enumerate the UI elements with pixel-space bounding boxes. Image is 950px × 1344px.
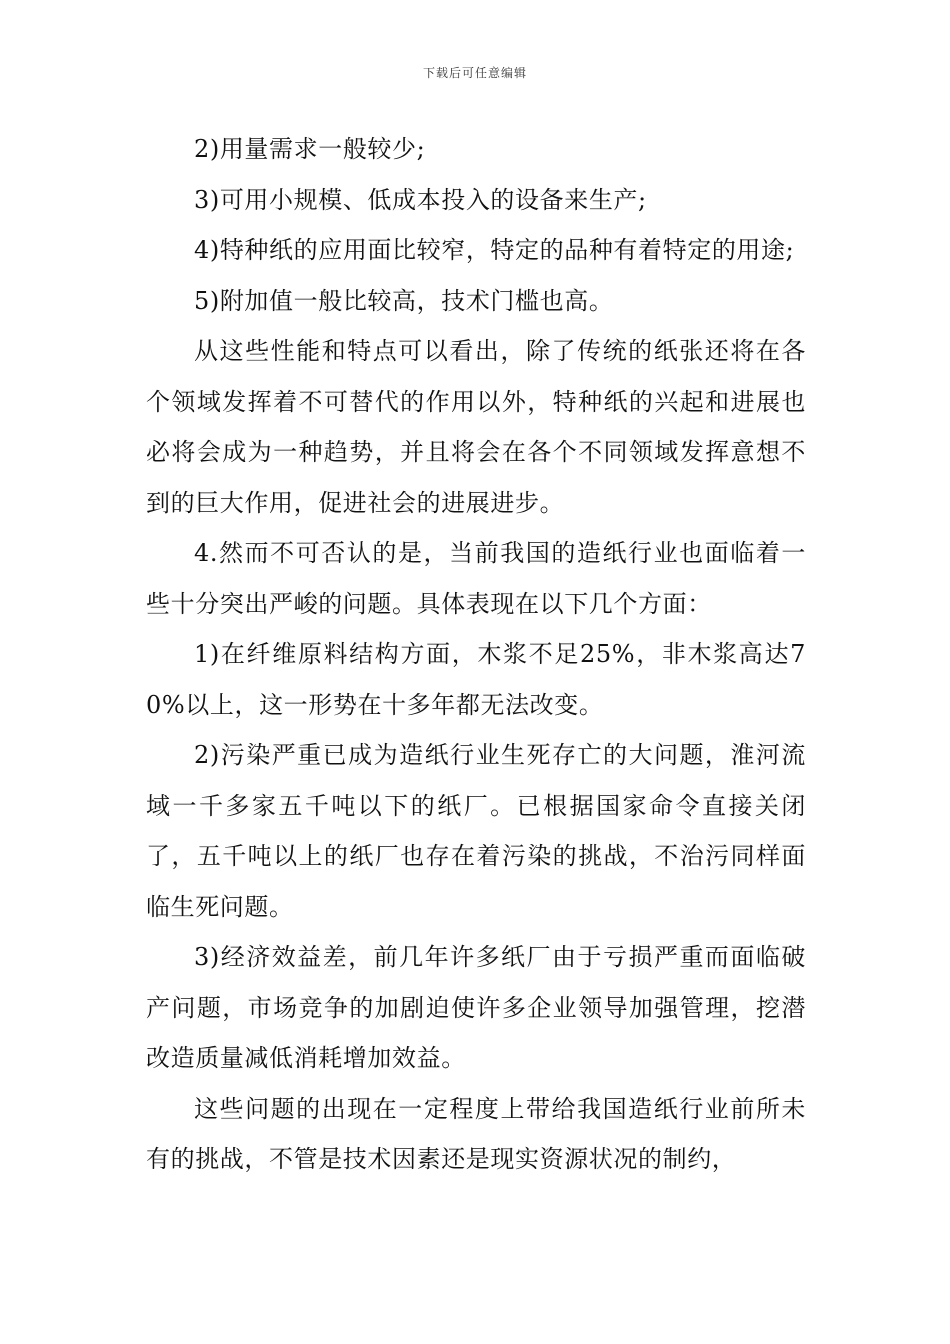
paragraph-trend-summary: 从这些性能和特点可以看出，除了传统的纸张还将在各个领域发挥着不可替代的作用以外，特种纸的兴起和进展也必将会成为一种趋势，并且将会在各个不同领域发挥意想不到的巨大作用，促进社会的进展进步。 — [146, 337, 806, 517]
paragraph-narrow-application: 4)特种纸的应用面比较窄，特定的品种有着特定的用途; — [194, 236, 795, 264]
document-body — [146, 124, 806, 1185]
paragraph-small-scale-production: 3)可用小规模、低成本投入的设备来生产; — [194, 185, 647, 214]
paragraph-challenges: 这些问题的出现在一定程度上带给我国造纸行业前所未有的挑战，不管是技术因素还是现实资源状况的制约， — [146, 1094, 806, 1173]
paragraph-industry-problems-intro: 4.然而不可否认的是，当前我国的造纸行业也面临着一些十分突出严峻的问题。具体表现在以下几个方面： — [146, 539, 806, 618]
paragraph-usage-demand: 2)用量需求一般较少; — [194, 135, 426, 163]
paragraph-economic-efficiency: 3)经济效益差，前几年许多纸厂由于亏损严重而面临破产问题，市场竞争的加剧迫使许多企业领导加强管理，挖潜改造质量减低消耗增加效益。 — [146, 943, 806, 1072]
paragraph-pollution: 2)污染严重已成为造纸行业生死存亡的大问题，淮河流域一千多家五千吨以下的纸厂。已根据国家命令直接关闭了，五千吨以上的纸厂也存在着污染的挑战，不治污同样面临生死问题。 — [146, 741, 806, 921]
paragraph-fiber-structure: 1)在纤维原料结构方面，木浆不足25%，非木浆高达70%以上，这一形势在十多年都无法改变。 — [146, 640, 806, 719]
paragraph-high-value-added: 5)附加值一般比较高，技术门槛也高。 — [194, 286, 614, 315]
page-header-note: 下载后可任意编辑 — [422, 66, 527, 80]
